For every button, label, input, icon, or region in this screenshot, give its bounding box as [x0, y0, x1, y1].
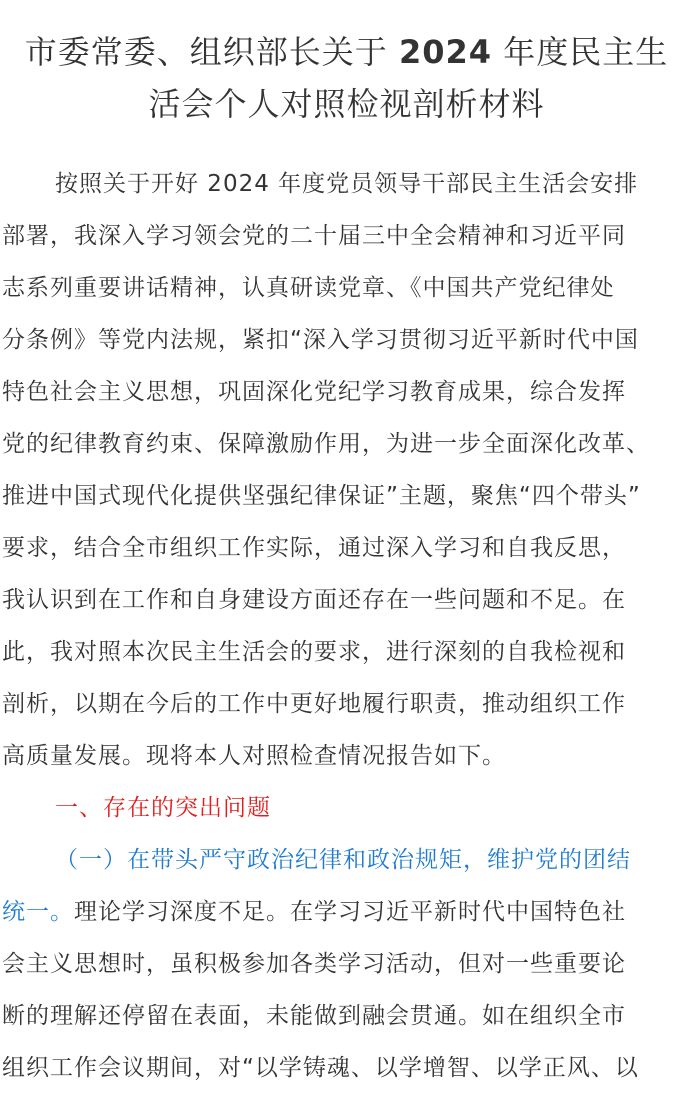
document-title-line-2: 活会个人对照检视剖析材料 [148, 85, 545, 123]
paragraph-line: 党的纪律教育约束、保障激励作用，为进一步全面深化改革、 [2, 431, 650, 457]
paragraph-line: 按照关于开好 2024 年度党员领导干部民主生活会安排 [55, 171, 639, 197]
document-title-line-1 [0, 26, 693, 78]
subsection-body-start: 理论学习深度不足。在学习习近平新时代中国特色社 [74, 899, 626, 925]
paragraph-line: 推进中国式现代化提供坚强纪律保证”主题，聚焦“四个带头” [2, 483, 641, 509]
paragraph-line: 此，我对照本次民主生活会的要求，进行深刻的自我检视和 [2, 639, 626, 665]
paragraph-line: 会主义思想时，虽积极参加各类学习活动，但对一些重要论 [2, 951, 626, 977]
title-text-part-2: 年度民主生 [503, 33, 669, 71]
paragraph-line: 部署，我深入学习领会党的二十届三中全会精神和习近平同 [2, 223, 626, 249]
subsection-mixed-line [2, 897, 626, 927]
title-text-part-1: 市委常委、组织部长关于 [24, 33, 388, 71]
paragraph-line: 高质量发展。现将本人对照检查情况报告如下。 [2, 743, 506, 769]
paragraph-line: 志系列重要讲话精神，认真研读党章、《中国共产党纪律处 [2, 275, 615, 301]
title-year: 2024 [398, 33, 493, 71]
paragraph-line: 断的理解还停留在表面，未能做到融会贯通。如在组织全市 [2, 1003, 626, 1029]
subsection-heading-continuation: 统一。 [2, 899, 74, 925]
paragraph-line: 要求，结合全市组织工作实际，通过深入学习和自我反思， [2, 535, 626, 561]
subsection-heading: （一）在带头严守政治纪律和政治规矩，维护党的团结 [55, 847, 631, 873]
paragraph-line: 剖析，以期在今后的工作中更好地履行职责，推动组织工作 [2, 691, 626, 717]
paragraph-line: 特色社会主义思想，巩固深化党纪学习教育成果，综合发挥 [2, 379, 626, 405]
paragraph-line: 我认识到在工作和自身建设方面还存在一些问题和不足。在 [2, 587, 626, 613]
paragraph-line: 分条例》等党内法规，紧扣“深入学习贯彻习近平新时代中国 [2, 327, 639, 353]
paragraph-line: 组织工作会议期间，对“以学铸魂、以学增智、以学正风、以 [2, 1055, 639, 1081]
section-heading: 一、存在的突出问题 [55, 795, 271, 821]
